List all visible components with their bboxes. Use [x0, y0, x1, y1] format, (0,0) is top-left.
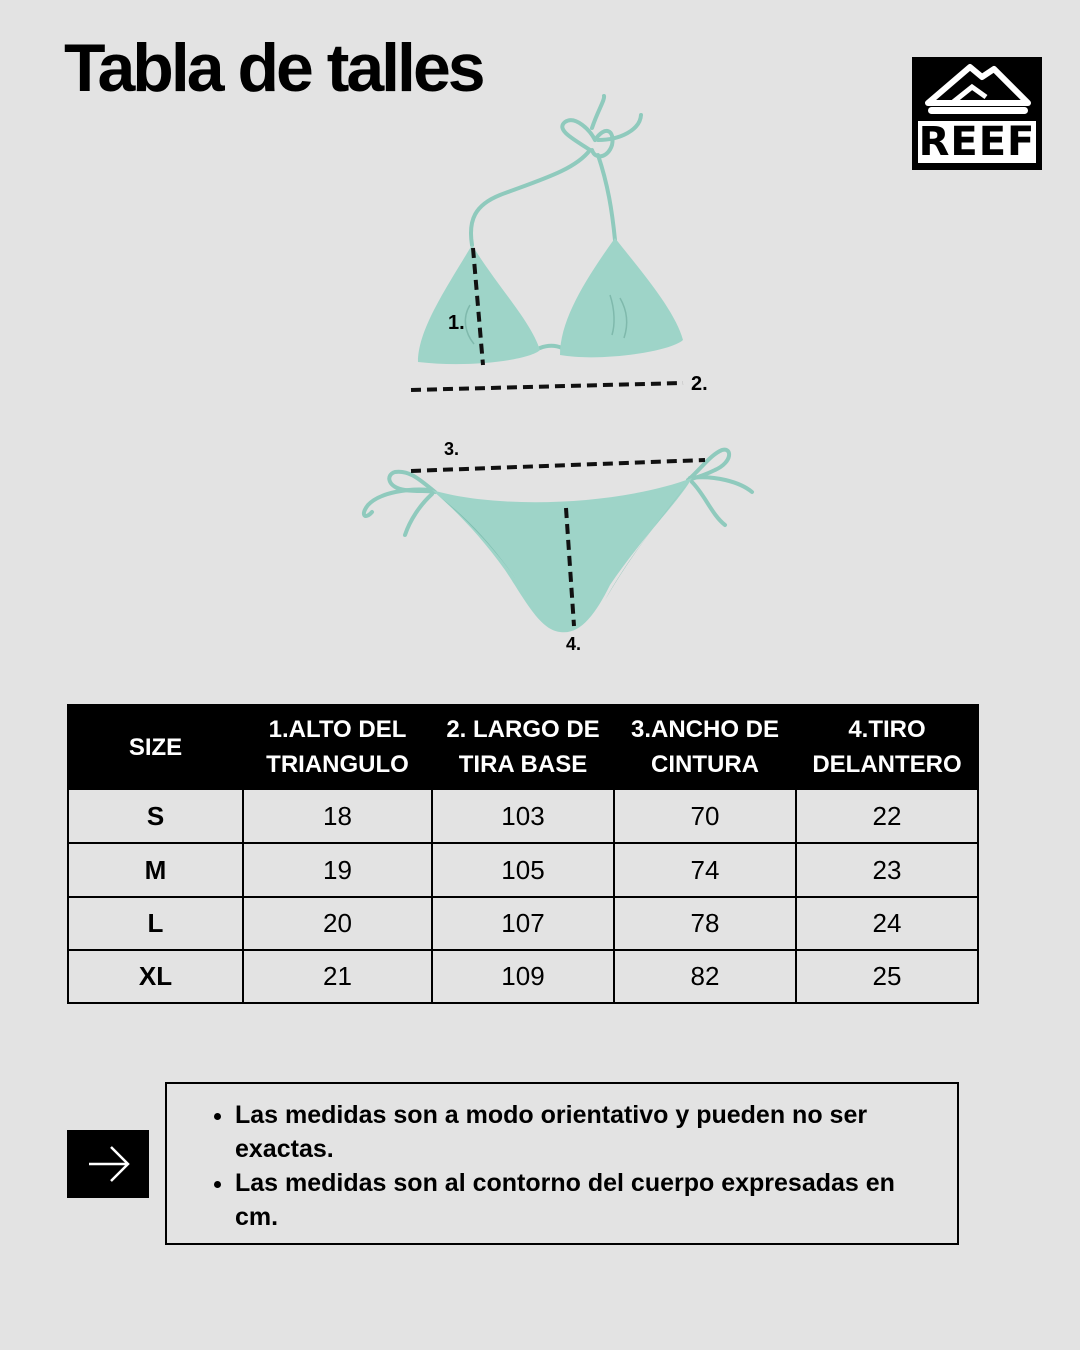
side-tie-right-2	[692, 482, 725, 525]
notes-box	[165, 1082, 959, 1245]
table-cell: 19	[243, 843, 432, 897]
measure-line-3	[411, 460, 705, 471]
table-cell: 70	[614, 789, 796, 843]
size-table	[67, 704, 979, 1004]
header-size: SIZE	[68, 705, 243, 789]
bow-loop-left	[562, 120, 595, 150]
table-cell: 20	[243, 897, 432, 950]
side-tie-left-1	[364, 490, 430, 516]
measure-label-1: 1.	[448, 312, 465, 334]
measure-label-2: 2.	[691, 373, 708, 395]
table-cell: 21	[243, 950, 432, 1003]
header-ancho-cintura: 3.ANCHO DE CINTURA	[614, 705, 796, 789]
measure-label-3: 3.	[444, 439, 460, 459]
table-cell: 78	[614, 897, 796, 950]
table-cell: 74	[614, 843, 796, 897]
table-cell: 22	[796, 789, 978, 843]
note-item: • Las medidas son al contorno del cuerpo expresadas en cm.	[235, 1166, 937, 1234]
table-cell: 109	[432, 950, 614, 1003]
table-cell: 103	[432, 789, 614, 843]
arrow-right-icon	[67, 1130, 149, 1198]
table-row	[68, 950, 978, 1003]
header-alto-triangulo: 1.ALTO DEL TRIANGULO	[243, 705, 432, 789]
table-cell: 82	[614, 950, 796, 1003]
table-cell: 25	[796, 950, 978, 1003]
neck-string-right	[598, 155, 615, 240]
bow-tail-1	[592, 96, 604, 128]
bikini-bottom	[432, 478, 692, 632]
table-cell: 107	[432, 897, 614, 950]
center-string	[540, 346, 562, 348]
table-header-row	[68, 705, 978, 789]
table-row	[68, 897, 978, 950]
size-cell: M	[68, 843, 243, 897]
table-cell: 23	[796, 843, 978, 897]
side-tie-left-2	[405, 494, 432, 535]
measure-label-4: 4.	[566, 634, 582, 654]
page-title: Tabla de talles	[64, 30, 483, 106]
table-row	[68, 789, 978, 843]
notes-list	[167, 1084, 957, 1234]
size-cell: XL	[68, 950, 243, 1003]
header-largo-tira: 2. LARGO DE TIRA BASE	[432, 705, 614, 789]
table-cell: 105	[432, 843, 614, 897]
bow-loop-right	[592, 131, 613, 156]
table-cell: 24	[796, 897, 978, 950]
top-triangle-right	[560, 238, 683, 357]
header-tiro-delantero: 4.TIRO DELANTERO	[796, 705, 978, 789]
bow-tail-2	[598, 115, 641, 140]
side-bow-right-loop	[688, 450, 729, 480]
size-cell: S	[68, 789, 243, 843]
measure-line-2	[411, 383, 683, 390]
table-cell: 18	[243, 789, 432, 843]
table-row	[68, 843, 978, 897]
neck-string-left	[471, 150, 590, 245]
size-cell: L	[68, 897, 243, 950]
brand-name: REEF	[918, 119, 1036, 165]
note-item: • Las medidas son a modo orientativo y pueden no ser exactas.	[235, 1098, 937, 1166]
